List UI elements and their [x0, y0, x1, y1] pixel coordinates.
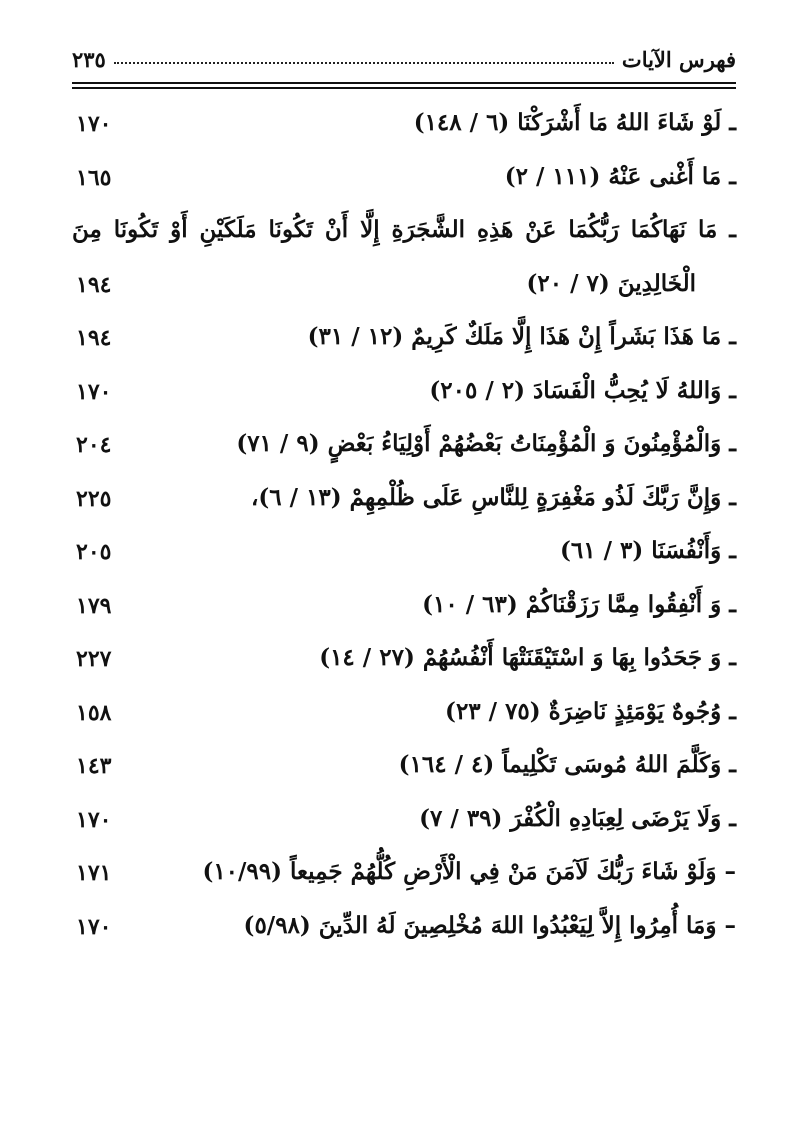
list-item [72, 906, 736, 960]
list-item [72, 210, 736, 317]
verse-text: ـ لَوْ شَاءَ اللهُ مَا أَشْرَكْنَا (٦ / ١٤٨) [413, 109, 736, 136]
page-reference: ١٤٣ [76, 753, 112, 779]
verse-text: ـ مَا أَغْنى عَنْهُ (١١١ / ٢) [504, 162, 736, 190]
verse-text: – وَلَوْ شَاءَ رَبُّكَ لَآمَنَ مَنْ فِي الْأَرْضِ كُلُّهُمْ جَمِيعاً (١٠/٩٩) [202, 858, 736, 885]
list-item [72, 692, 736, 746]
verse-text: ـ وَالْمُؤْمِنُونَ وَ الْمُؤْمِنَاتُ بَعْضُهُمْ أَوْلِيَاءُ بَعْضٍ (٩ / ٧١) [236, 430, 736, 457]
page-reference: ١٩٤ [76, 272, 112, 298]
list-item [72, 371, 736, 425]
list-item [72, 531, 736, 585]
page-reference: ٢٠٤ [76, 432, 112, 458]
page-title: فهرس الآيات [621, 47, 736, 72]
list-item [72, 799, 736, 853]
verse-text: ـ وُجُوهٌ يَوْمَئِذٍ نَاضِرَةٌ (٧٥ / ٢٣) [445, 697, 736, 725]
header-double-rule [72, 82, 736, 89]
page-reference: ١٧٠ [76, 806, 112, 833]
page-reference: ١٦٥ [76, 164, 112, 191]
list-item [72, 424, 736, 478]
list-item [72, 745, 736, 799]
page-reference: ١٥٨ [76, 699, 112, 726]
page-reference: ١٧٠ [76, 378, 112, 405]
page-number: ٢٣٥ [72, 47, 106, 72]
page-reference: ٢٢٧ [76, 646, 112, 672]
list-item [72, 157, 736, 211]
page-reference: ٢٢٥ [76, 485, 112, 512]
verse-text: ـ وَكَلَّمَ اللهُ مُوسَى تَكْلِيماً (٤ / ١٦٤) [398, 751, 736, 778]
verse-text: ـ وَ جَحَدُوا بِهَا وَ اسْتَيْقَنَتْهَا أَنْفُسُهُمْ (٢٧ / ١٤) [319, 644, 736, 671]
list-item [72, 478, 736, 532]
verse-text: ـ وَلَا يَرْضَى لِعِبَادِهِ الْكُفْرَ (٣٩ / ٧) [419, 804, 736, 832]
verse-text: ـ وَإِنَّ رَبَّكَ لَذُو مَغْفِرَةٍ لِلنَّاسِ عَلَى ظُلْمِهِمْ (١٣ / ٦)، [250, 483, 736, 511]
verse-text: ـ وَ أَنْفِقُوا مِمَّا رَزَقْنَاكُمْ (٦٣ / ١٠) [422, 590, 736, 618]
verse-text: ـ وَأَنْفُسَنَا (٣ / ٦١) [559, 537, 736, 564]
page-header [72, 36, 736, 72]
verse-text: ـ مَا نَهَاكُمَا رَبُّكُمَا عَنْ هَذِهِ الشَّجَرَةِ إِلَّا أَنْ تَكُونَا مَلَكَيْنِ أَوْ تَكُونَا مِنَ [72, 216, 736, 243]
page-reference: ١٧٠ [76, 913, 112, 940]
list-item [72, 638, 736, 692]
list-item [72, 103, 736, 157]
verse-text: ـ وَاللهُ لَا يُحِبُّ الْفَسَادَ (٢ / ٢٠٥) [429, 376, 736, 404]
page-reference: ٢٠٥ [76, 539, 112, 565]
verse-index-list [72, 103, 736, 959]
page-reference: ١٧١ [76, 860, 112, 886]
list-item [72, 317, 736, 371]
list-item [72, 585, 736, 639]
page-reference: ١٧٠ [76, 111, 112, 137]
page-reference: ١٧٩ [76, 592, 112, 619]
leader-dots [114, 62, 614, 64]
list-item [72, 852, 736, 906]
verse-text: ـ مَا هَذَا بَشَراً إِنْ هَذَا إِلَّا مَلَكٌ كَرِيمٌ (١٢ / ٣١) [307, 323, 736, 350]
page-reference: ١٩٤ [76, 325, 112, 351]
verse-text-continued: الْخَالِدِينَ (٧ / ٢٠) [526, 270, 696, 297]
verse-text: – وَمَا أُمِرُوا إِلاَّ لِيَعْبُدُوا اللهَ مُخْلِصِينَ لَهُ الدِّينَ (٥/٩٨) [243, 911, 736, 939]
